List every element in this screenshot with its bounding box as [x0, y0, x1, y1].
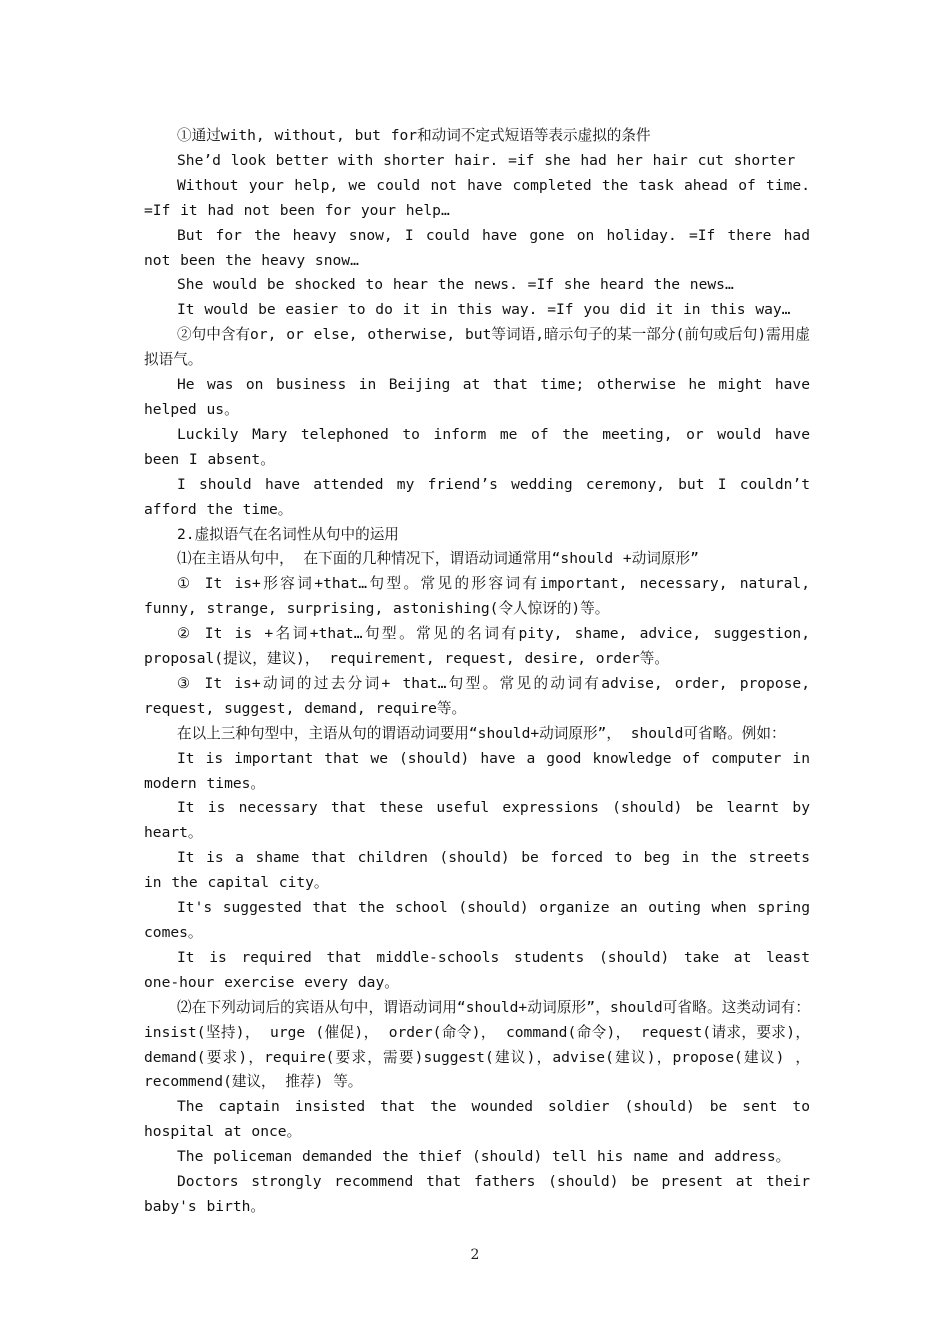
section-heading: 2.虚拟语气在名词性从句中的运用	[177, 525, 399, 543]
pattern-summary: 在以上三种句型中，主语从句的谓语动词要用“should+动词原形”， should可省略。例如：	[177, 724, 786, 742]
example-sentence: It is important that we (should) have a good knowledge of computer in modern times。	[144, 749, 810, 792]
example-sentence: Luckily Mary telephoned to inform me of the meeting, or would have been I absent。	[144, 425, 810, 468]
document-body	[144, 124, 810, 1220]
paragraph-or-otherwise-rule: ②句中含有or, or else, otherwise, but等词语,暗示句子的某一部分(前句或后句)需用虚拟语气。	[144, 326, 810, 369]
pattern-past-participle: ③ It is+动词的过去分词+ that…句型。常见的动词有advise, order, propose, request, suggest, demand, require等。	[144, 674, 810, 717]
example-sentence: It is necessary that these useful expressions (should) be learnt by heart。	[144, 799, 810, 842]
object-clause-rule: ⑵在下列动词后的宾语从句中，谓语动词用“should+动词原形”，should可省略。这类动词有：insist(坚持)， urge (催促)， order(命令)， command(命令)， request(请求，要求)， demand(要求)，require(要求，需要)suggest(建议)，advise(建议)，propose(建议) ，recommend(建议， 推荐) 等。	[144, 998, 810, 1091]
example-sentence: She would be shocked to hear the news. =If she heard the news…	[177, 276, 734, 294]
example-sentence: He was on business in Beijing at that time; otherwise he might have helped us。	[144, 376, 810, 418]
example-sentence: The policeman demanded the thief (should) tell his name and address。	[177, 1148, 791, 1166]
example-sentence: It is a shame that children (should) be forced to beg in the streets in the capital city。	[144, 849, 810, 892]
example-sentence: It's suggested that the school (should) organize an outing when spring comes。	[144, 899, 810, 941]
pattern-noun: ② It is +名词+that…句型。常见的名词有pity, shame, advice, suggestion, proposal(提议，建议)， requirement, request, desire, order等。	[144, 625, 810, 668]
example-sentence: It would be easier to do it in this way. =If you did it in this way…	[177, 301, 791, 319]
example-sentence: I should have attended my friend’s wedding ceremony, but I couldn’t afford the time。	[144, 475, 810, 518]
example-sentence: The captain insisted that the wounded soldier (should) be sent to hospital at once。	[144, 1098, 810, 1141]
page-number: 2	[470, 1247, 480, 1263]
example-sentence: But for the heavy snow, I could have gone on holiday. =If there had not been the heavy snow…	[144, 226, 810, 269]
example-sentence: It is required that middle-schools students (should) take at least one-hour exercise every day。	[144, 948, 810, 991]
example-sentence: Without your help, we could not have completed the task ahead of time. =If it had not been for your help…	[144, 176, 810, 219]
paragraph-with-without-condition: ①通过with, without, but for和动词不定式短语等表示虚拟的条件	[177, 127, 651, 144]
pattern-adjective: ① It is+形容词+that…句型。常见的形容词有important, necessary, natural, funny, strange, surprising, astonishing(令人惊讶的)等。	[144, 575, 810, 618]
subject-clause-rule: ⑴在主语从句中， 在下面的几种情况下，谓语动词通常用“should +动词原形”	[177, 550, 699, 568]
example-sentence: She’d look better with shorter hair. =if she had her hair cut shorter	[177, 151, 796, 169]
example-sentence: Doctors strongly recommend that fathers (should) be present at their baby's birth。	[144, 1173, 810, 1215]
